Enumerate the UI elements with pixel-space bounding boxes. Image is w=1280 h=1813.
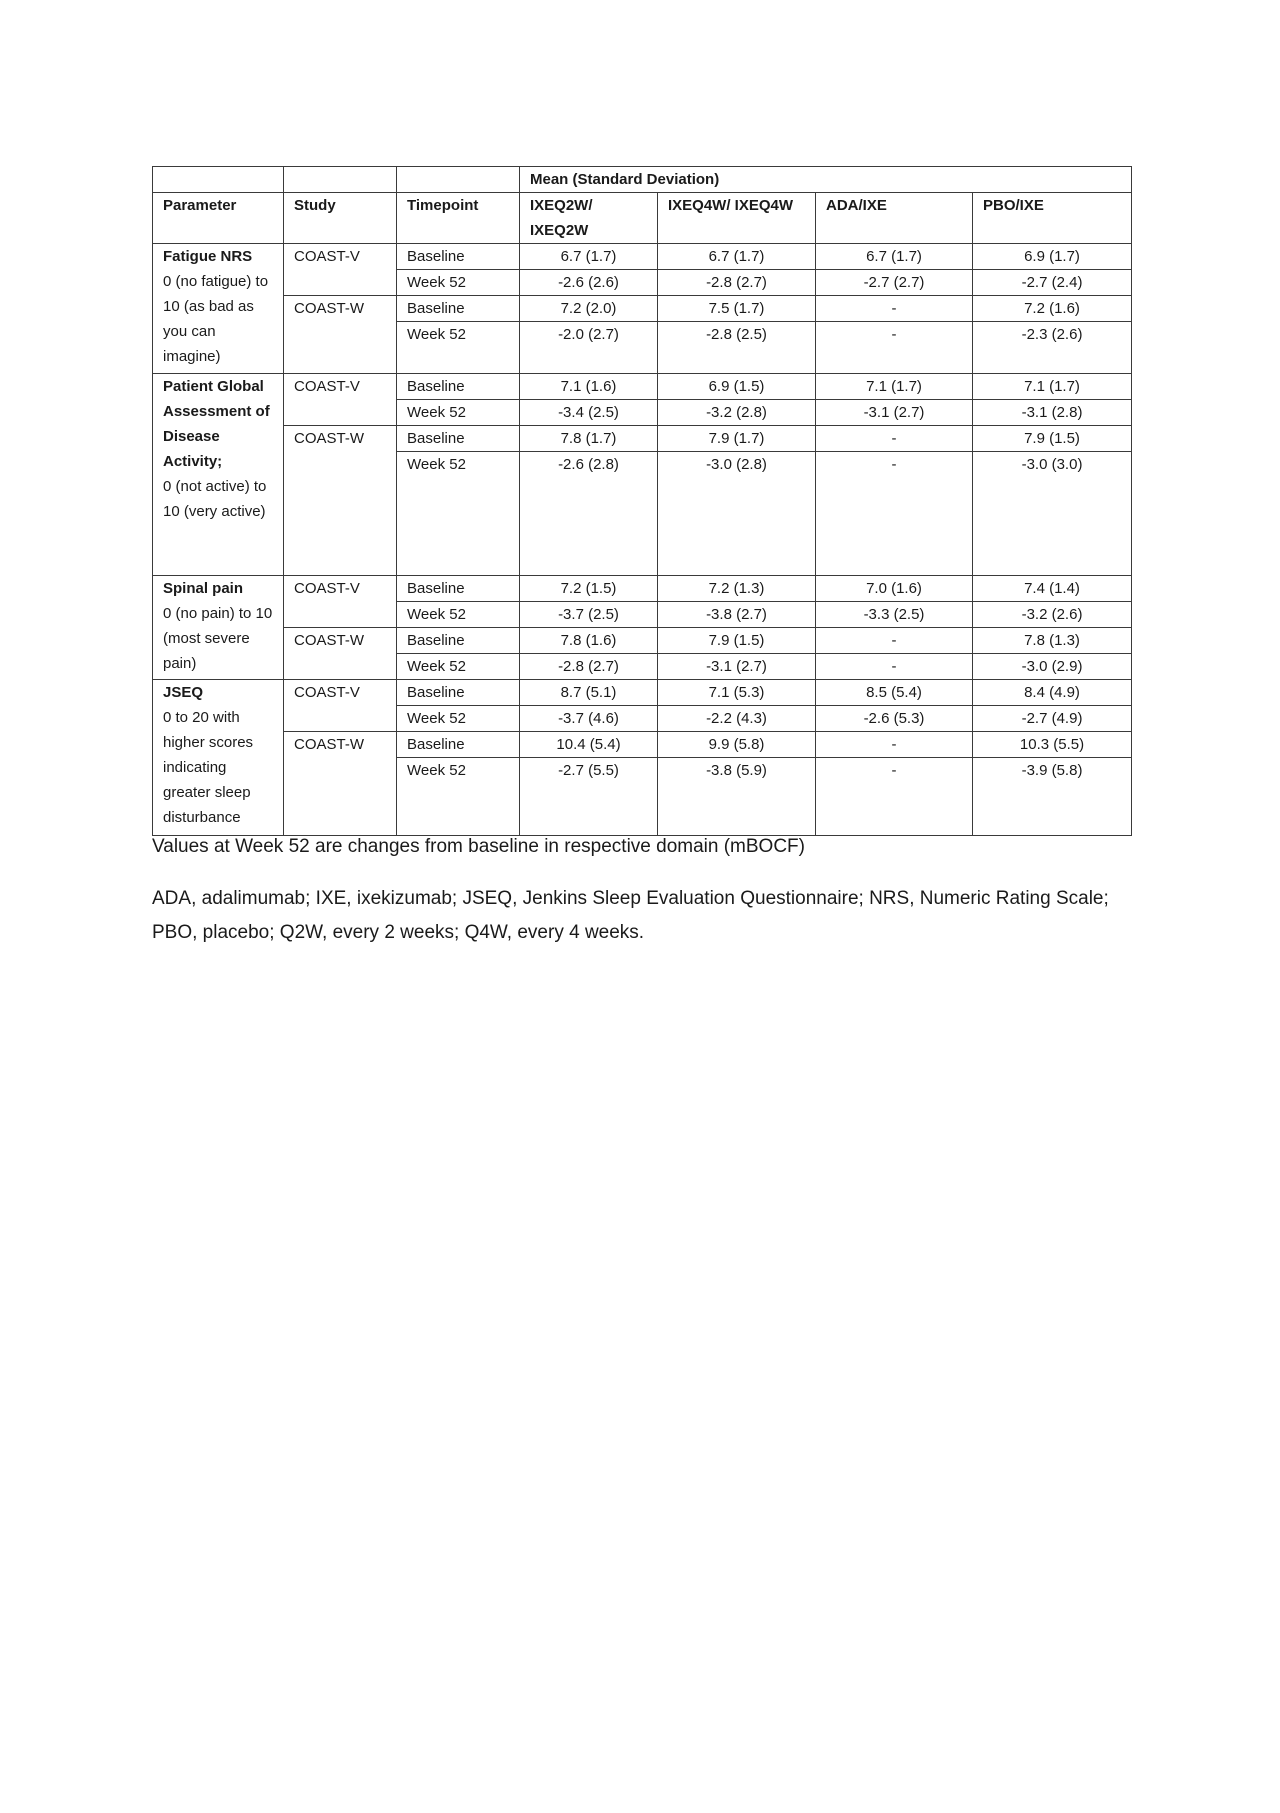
- column-header-pbo-ixe: PBO/IXE: [973, 193, 1132, 244]
- ixeq4w-value: -3.8 (2.7): [658, 602, 816, 628]
- column-header-ixeq4w: IXEQ4W/ IXEQ4W: [658, 193, 816, 244]
- pbo-ixe-value: -3.9 (5.8): [973, 758, 1132, 836]
- ixeq2w-value: 7.2 (2.0): [520, 296, 658, 322]
- ada-ixe-value: -2.7 (2.7): [816, 270, 973, 296]
- ixeq2w-value: -2.0 (2.7): [520, 322, 658, 374]
- timepoint-cell: Baseline: [397, 732, 520, 758]
- ixeq4w-value: 9.9 (5.8): [658, 732, 816, 758]
- table-row: [153, 426, 1132, 452]
- pbo-ixe-value: -2.3 (2.6): [973, 322, 1132, 374]
- ada-ixe-value: -: [816, 322, 973, 374]
- pbo-ixe-value: -3.2 (2.6): [973, 602, 1132, 628]
- ixeq2w-value: -3.4 (2.5): [520, 400, 658, 426]
- ixeq2w-value: -2.7 (5.5): [520, 758, 658, 836]
- ixeq2w-value: -2.6 (2.6): [520, 270, 658, 296]
- table-body: [153, 244, 1132, 836]
- timepoint-cell: Week 52: [397, 270, 520, 296]
- pbo-ixe-value: 7.1 (1.7): [973, 374, 1132, 400]
- timepoint-cell: Baseline: [397, 244, 520, 270]
- parameter-title: Patient Global Assessment of Disease Activity;: [163, 378, 270, 470]
- ixeq4w-value: 7.9 (1.7): [658, 426, 816, 452]
- ixeq4w-value: -3.8 (5.9): [658, 758, 816, 836]
- parameter-title: Spinal pain: [163, 580, 244, 597]
- study-cell: COAST-W: [284, 732, 397, 836]
- ixeq2w-value: 7.1 (1.6): [520, 374, 658, 400]
- study-cell: COAST-V: [284, 374, 397, 426]
- column-header-study: Study: [284, 193, 397, 244]
- ada-ixe-value: -: [816, 758, 973, 836]
- pbo-ixe-value: 7.9 (1.5): [973, 426, 1132, 452]
- ada-ixe-value: 6.7 (1.7): [816, 244, 973, 270]
- timepoint-cell: Week 52: [397, 322, 520, 374]
- ixeq4w-value: -2.8 (2.5): [658, 322, 816, 374]
- timepoint-cell: Week 52: [397, 400, 520, 426]
- parameter-title: JSEQ: [163, 684, 204, 701]
- ixeq4w-value: -2.2 (4.3): [658, 706, 816, 732]
- table-row: [153, 576, 1132, 602]
- timepoint-cell: Baseline: [397, 374, 520, 400]
- pbo-ixe-value: -2.7 (4.9): [973, 706, 1132, 732]
- ixeq4w-value: -3.1 (2.7): [658, 654, 816, 680]
- ixeq4w-value: 7.1 (5.3): [658, 680, 816, 706]
- study-cell: COAST-W: [284, 628, 397, 680]
- ixeq4w-value: 6.7 (1.7): [658, 244, 816, 270]
- study-cell: COAST-V: [284, 680, 397, 732]
- pbo-ixe-value: -3.0 (2.9): [973, 654, 1132, 680]
- ada-ixe-value: 8.5 (5.4): [816, 680, 973, 706]
- ada-ixe-value: -: [816, 628, 973, 654]
- parameter-cell: [153, 244, 284, 374]
- ada-ixe-value: -: [816, 732, 973, 758]
- table-row: [153, 374, 1132, 400]
- ixeq4w-value: 6.9 (1.5): [658, 374, 816, 400]
- ada-ixe-value: -2.6 (5.3): [816, 706, 973, 732]
- study-cell: COAST-V: [284, 576, 397, 628]
- table-row: [153, 628, 1132, 654]
- ada-ixe-value: 7.0 (1.6): [816, 576, 973, 602]
- ixeq2w-value: 8.7 (5.1): [520, 680, 658, 706]
- ixeq4w-value: -2.8 (2.7): [658, 270, 816, 296]
- parameter-title: Fatigue NRS: [163, 248, 253, 265]
- ixeq2w-value: 7.8 (1.7): [520, 426, 658, 452]
- ixeq2w-value: 10.4 (5.4): [520, 732, 658, 758]
- timepoint-cell: Week 52: [397, 706, 520, 732]
- table-row: [153, 296, 1132, 322]
- ixeq2w-value: -2.8 (2.7): [520, 654, 658, 680]
- pbo-ixe-value: -2.7 (2.4): [973, 270, 1132, 296]
- column-header-row: [153, 193, 1132, 244]
- parameter-description: 0 (no pain) to 10 (most severe pain): [163, 605, 273, 672]
- empty-header-cell: [397, 167, 520, 193]
- table-row: [153, 680, 1132, 706]
- ada-ixe-value: -: [816, 296, 973, 322]
- timepoint-cell: Week 52: [397, 758, 520, 836]
- timepoint-cell: Baseline: [397, 576, 520, 602]
- ada-ixe-value: 7.1 (1.7): [816, 374, 973, 400]
- ixeq2w-value: 6.7 (1.7): [520, 244, 658, 270]
- ada-ixe-value: -3.1 (2.7): [816, 400, 973, 426]
- ixeq4w-value: 7.9 (1.5): [658, 628, 816, 654]
- study-cell: COAST-W: [284, 426, 397, 576]
- ada-ixe-value: -: [816, 654, 973, 680]
- pbo-ixe-value: -3.1 (2.8): [973, 400, 1132, 426]
- timepoint-cell: Baseline: [397, 296, 520, 322]
- ixeq2w-value: -3.7 (4.6): [520, 706, 658, 732]
- column-header-ada-ixe: ADA/IXE: [816, 193, 973, 244]
- abbreviations-footnote: ADA, adalimumab; IXE, ixekizumab; JSEQ, Jenkins Sleep Evaluation Questionnaire; NRS, Numeric Rating Scale; PBO, placebo; Q2W, every 2 weeks; Q4W, every 4 weeks.: [152, 888, 1109, 943]
- column-header-timepoint: Timepoint: [397, 193, 520, 244]
- empty-header-cell: [153, 167, 284, 193]
- timepoint-cell: Baseline: [397, 628, 520, 654]
- column-header-parameter: Parameter: [153, 193, 284, 244]
- parameter-cell: [153, 680, 284, 836]
- timepoint-cell: Week 52: [397, 654, 520, 680]
- ixeq4w-value: -3.2 (2.8): [658, 400, 816, 426]
- parameter-description: 0 to 20 with higher scores indicating greater sleep disturbance: [163, 709, 254, 826]
- ixeq2w-value: -3.7 (2.5): [520, 602, 658, 628]
- parameter-description: 0 (not active) to 10 (very active): [163, 478, 267, 520]
- timepoint-cell: Week 52: [397, 452, 520, 576]
- mean-sd-super-header: Mean (Standard Deviation): [520, 167, 1132, 193]
- ada-ixe-value: -: [816, 452, 973, 576]
- study-cell: COAST-W: [284, 296, 397, 374]
- ixeq2w-value: 7.8 (1.6): [520, 628, 658, 654]
- week52-footnote: Values at Week 52 are changes from baseline in respective domain (mBOCF): [152, 836, 805, 857]
- column-header-ixeq2w: IXEQ2W/ IXEQ2W: [520, 193, 658, 244]
- results-table: [152, 166, 1132, 836]
- super-header-row: [153, 167, 1132, 193]
- pbo-ixe-value: -3.0 (3.0): [973, 452, 1132, 576]
- pbo-ixe-value: 6.9 (1.7): [973, 244, 1132, 270]
- empty-header-cell: [284, 167, 397, 193]
- study-cell: COAST-V: [284, 244, 397, 296]
- ixeq2w-value: 7.2 (1.5): [520, 576, 658, 602]
- parameter-cell: [153, 576, 284, 680]
- pbo-ixe-value: 7.4 (1.4): [973, 576, 1132, 602]
- pbo-ixe-value: 7.8 (1.3): [973, 628, 1132, 654]
- ixeq4w-value: 7.5 (1.7): [658, 296, 816, 322]
- parameter-cell: [153, 374, 284, 576]
- pbo-ixe-value: 8.4 (4.9): [973, 680, 1132, 706]
- ada-ixe-value: -: [816, 426, 973, 452]
- ixeq2w-value: -2.6 (2.8): [520, 452, 658, 576]
- table-row: [153, 732, 1132, 758]
- timepoint-cell: Baseline: [397, 426, 520, 452]
- ada-ixe-value: -3.3 (2.5): [816, 602, 973, 628]
- ixeq4w-value: 7.2 (1.3): [658, 576, 816, 602]
- parameter-description: 0 (no fatigue) to 10 (as bad as you can imagine): [163, 273, 269, 365]
- ixeq4w-value: -3.0 (2.8): [658, 452, 816, 576]
- pbo-ixe-value: 10.3 (5.5): [973, 732, 1132, 758]
- pbo-ixe-value: 7.2 (1.6): [973, 296, 1132, 322]
- timepoint-cell: Baseline: [397, 680, 520, 706]
- timepoint-cell: Week 52: [397, 602, 520, 628]
- table-row: [153, 244, 1132, 270]
